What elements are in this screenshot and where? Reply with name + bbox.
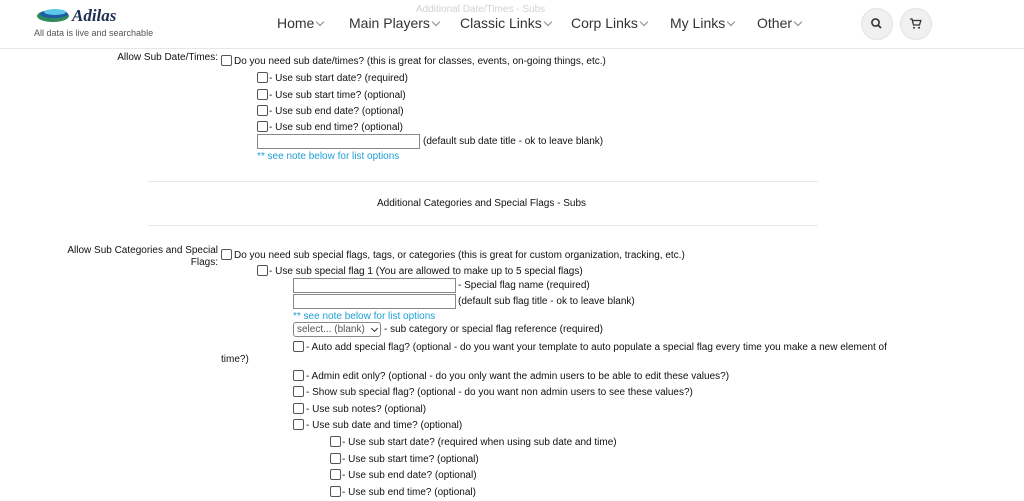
flag-reference-hint: - sub category or special flag reference (required) — [384, 324, 603, 335]
sub-date-times-checkbox[interactable] — [221, 55, 232, 66]
use-date-time-checkbox[interactable] — [293, 419, 304, 430]
flag-end-time-checkbox[interactable] — [330, 486, 341, 497]
sub-start-time-option: - Use sub start time? (optional) — [269, 90, 406, 101]
sub-start-date-checkbox[interactable] — [257, 72, 268, 83]
sub-categories-label-line2: Flags: — [190, 257, 218, 268]
use-notes-checkbox[interactable] — [293, 403, 304, 414]
nav-corp-links[interactable] — [571, 15, 647, 31]
show-flag-option: - Show sub special flag? (optional - do you want non admin users to see these values?) — [306, 387, 693, 398]
flag-start-date-checkbox[interactable] — [330, 436, 341, 447]
admin-edit-checkbox[interactable] — [293, 370, 304, 381]
sub-date-note-link[interactable]: ** see note below for list options — [257, 151, 400, 162]
nav-classic-links[interactable] — [460, 15, 551, 31]
sub-date-times-label: Allow Sub Date/Times: — [117, 52, 218, 63]
chevron-down-icon — [371, 325, 378, 332]
sub-end-time-option: - Use sub end time? (optional) — [269, 122, 403, 133]
section-title: Additional Categories and Special Flags - Subs — [377, 198, 587, 209]
sub-categories-option: Do you need sub special flags, tags, or categories (this is great for custom organization, tracking, etc.) — [234, 250, 685, 261]
nav-home-label: Home — [277, 15, 315, 31]
nav-my-links[interactable] — [670, 15, 734, 31]
use-date-time-option: - Use sub date and time? (optional) — [306, 420, 463, 431]
flag-title-hint: (default sub flag title - ok to leave blank) — [458, 296, 635, 307]
nav-other[interactable] — [757, 15, 801, 31]
sub-date-times-option: Do you need sub date/times? (this is great for classes, events, on-going things, etc.) — [234, 56, 606, 67]
sub-flag1-checkbox[interactable] — [257, 265, 268, 276]
flag-reference-select-value: select... (blank) — [297, 324, 365, 335]
nav-main-players[interactable] — [349, 15, 439, 31]
flag-end-date-checkbox[interactable] — [330, 469, 341, 480]
sub-end-date-checkbox[interactable] — [257, 105, 268, 116]
nav-other-label: Other — [757, 15, 793, 31]
auto-add-option-wrap: time?) — [221, 354, 249, 365]
sub-start-time-checkbox[interactable] — [257, 89, 268, 100]
chevron-down-icon — [432, 18, 440, 26]
chevron-down-icon — [794, 18, 802, 26]
flag-start-time-option: - Use sub start time? (optional) — [342, 454, 479, 465]
ghost-page-title: Additional Date/Times - Subs — [416, 4, 546, 15]
cart-button[interactable] — [900, 8, 932, 40]
chevron-down-icon — [640, 18, 648, 26]
auto-add-checkbox[interactable] — [293, 341, 304, 352]
logo-text[interactable]: Adilas — [72, 6, 117, 25]
search-icon — [870, 17, 883, 30]
logo-swoosh-icon[interactable] — [36, 6, 70, 24]
auto-add-option: - Auto add special flag? (optional - do you want your template to auto populate a special flag every time you make a new element of — [306, 342, 887, 353]
tagline: All data is live and searchable — [34, 28, 154, 38]
top-header — [0, 0, 1024, 49]
show-flag-checkbox[interactable] — [293, 386, 304, 397]
nav-my-links-label: My Links — [670, 15, 726, 31]
flag-end-date-option: - Use sub end date? (optional) — [342, 470, 477, 481]
sub-date-title-input[interactable] — [257, 134, 420, 149]
nav-corp-links-label: Corp Links — [571, 15, 638, 31]
sub-end-time-checkbox[interactable] — [257, 121, 268, 132]
flag-name-hint: - Special flag name (required) — [458, 280, 590, 291]
flag-end-time-option: - Use sub end time? (optional) — [342, 487, 476, 498]
cart-icon — [909, 17, 922, 30]
flag-note-link[interactable]: ** see note below for list options — [293, 311, 436, 322]
chevron-down-icon — [316, 18, 324, 26]
admin-edit-option: - Admin edit only? (optional - do you only want the admin users to be able to edit these values?) — [306, 371, 730, 382]
sub-flag1-option: - Use sub special flag 1 (You are allowed to make up to 5 special flags) — [269, 266, 583, 277]
flag-title-input[interactable] — [293, 294, 456, 309]
flag-start-date-option: - Use sub start date? (required when using sub date and time) — [342, 437, 617, 448]
nav-main-players-label: Main Players — [349, 15, 430, 31]
use-notes-option: - Use sub notes? (optional) — [306, 404, 427, 415]
sub-categories-label-line1: Allow Sub Categories and Special — [67, 245, 218, 256]
flag-name-input[interactable] — [293, 278, 456, 293]
sub-date-title-hint: (default sub date title - ok to leave blank) — [423, 136, 604, 147]
sub-end-date-option: - Use sub end date? (optional) — [269, 106, 404, 117]
chevron-down-icon — [543, 18, 551, 26]
search-button[interactable] — [861, 8, 893, 40]
sub-categories-checkbox[interactable] — [221, 249, 232, 260]
nav-classic-links-label: Classic Links — [460, 15, 542, 31]
divider — [148, 181, 818, 182]
flag-start-time-checkbox[interactable] — [330, 453, 341, 464]
flag-reference-select[interactable] — [293, 322, 381, 337]
divider — [148, 225, 818, 226]
sub-start-date-option: - Use sub start date? (required) — [269, 73, 408, 84]
nav-home[interactable] — [277, 15, 323, 31]
chevron-down-icon — [727, 18, 735, 26]
